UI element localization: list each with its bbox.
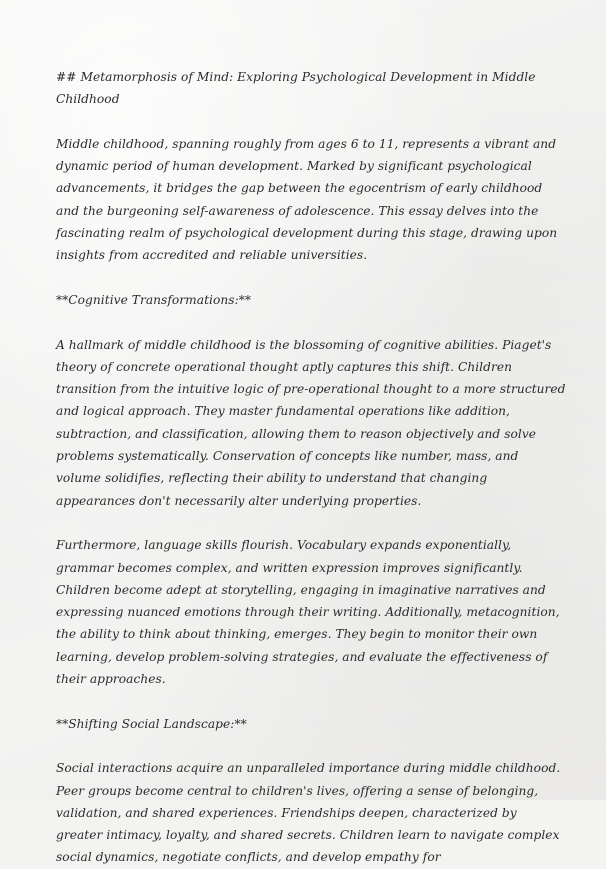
- language-paragraph: Furthermore, language skills flourish. Vocabulary expands exponentially, grammar becomes complex, and written expression improves significantly. Children become adept at storytelling, engaging in imaginative narratives and expressing nuanced emotions through their writing. Additionally, metacognition, the ability to think about thinking, emerges. They begin to monitor their own learning, develop problem-solving strategies, and evaluate the effectiveness of their approaches.: [56, 538, 560, 687]
- document-title: ## Metamorphosis of Mind: Exploring Psychological Development in Middle Childhood: [56, 70, 536, 107]
- intro-paragraph: Middle childhood, spanning roughly from ages 6 to 11, represents a vibrant and dynamic period of human development. Marked by significant psychological advancements, it bridges the gap between the egocentrism of early childhood and the burgeoning self-awareness of adolescence. This essay delves into the fascinating realm of psychological development during this stage, drawing upon insights from accredited and reliable universities.: [56, 136, 558, 263]
- social-paragraph: Social interactions acquire an unparalleled importance during middle childhood. Peer groups become central to children's lives, offering a sense of belonging, validation, and shared experiences. Friendships deepen, characterized by greater intimacy, loyalty, and shared secrets. Children learn to navigate complex social dynamics, negotiate conflicts, and develop empathy for: [56, 761, 561, 865]
- cognitive-paragraph: A hallmark of middle childhood is the blossoming of cognitive abilities. Piaget's theory of concrete operational thought aptly captures this shift. Children transition from the intuitive logic of pre-operational thought to a more structured and logical approach. They master fundamental operations like addition, subtraction, and classification, allowing them to reason objectively and solve problems systematically. Conservation of concepts like number, mass, and volume solidifies, reflecting their ability to understand that changing appearances don't necessarily alter underlying properties.: [56, 337, 566, 508]
- section-heading-cognitive: **Cognitive Transformations:**: [56, 292, 252, 307]
- section-heading-social: **Shifting Social Landscape:**: [56, 716, 247, 731]
